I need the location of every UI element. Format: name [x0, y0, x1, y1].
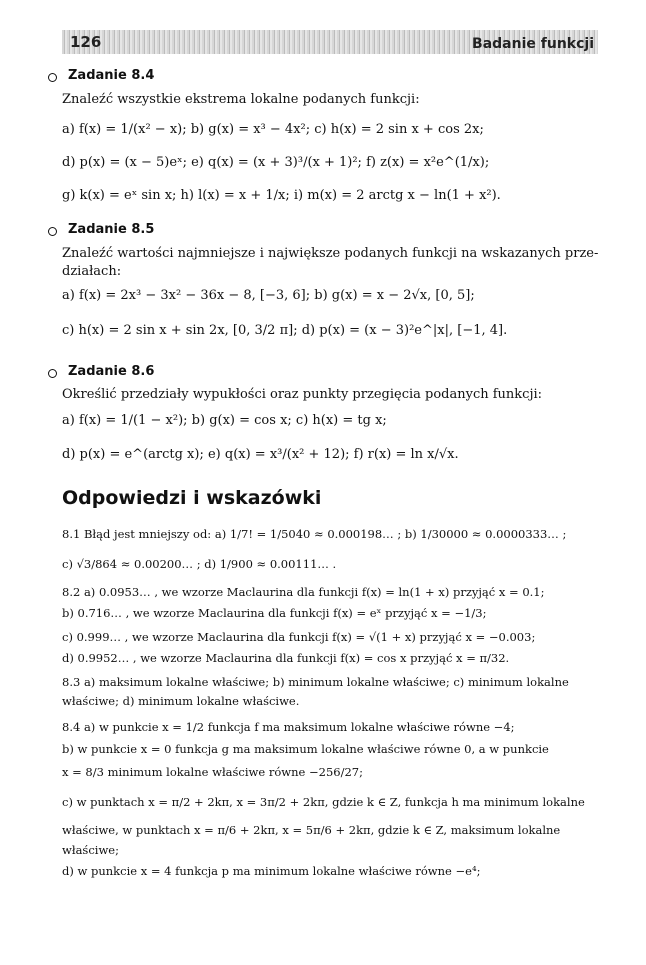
task-prompt: Znaleźć wszystkie ekstrema lokalne podanych funkcji: — [62, 92, 420, 107]
task-row: d) p(x) = (x − 5)eˣ; e) q(x) = (x + 3)³/(x + 1)²; f) z(x) = x²e^(1/x); — [62, 155, 490, 170]
answer-line: 8.2 a) 0.0953… , we wzorze Maclaurina dla funkcji f(x) = ln(1 + x) przyjąć x = 0.1; — [62, 585, 545, 599]
task-prompt-continuation: działach: — [62, 264, 122, 279]
task-bullet-icon — [48, 73, 57, 82]
answer-line: b) 0.716… , we wzorze Maclaurina dla funkcji f(x) = eˣ przyjąć x = −1/3; — [62, 606, 487, 620]
task-row: g) k(x) = eˣ sin x; h) l(x) = x + 1/x; i) m(x) = 2 arctg x − ln(1 + x²). — [62, 188, 501, 203]
task-bullet-icon — [48, 369, 57, 378]
answer-line: d) 0.9952… , we wzorze Maclaurina dla funkcji f(x) = cos x przyjąć x = π/32. — [62, 651, 510, 665]
answer-line: właściwe, w punktach x = π/6 + 2kπ, x = 5π/6 + 2kπ, gdzie k ∈ Z, maksimum lokalne — [62, 823, 561, 837]
task-title: Zadanie 8.5 — [68, 222, 155, 237]
task-row: a) f(x) = 1/(x² − x); b) g(x) = x³ − 4x²; c) h(x) = 2 sin x + cos 2x; — [62, 122, 484, 137]
page-number: 126 — [70, 33, 102, 51]
answers-section-title: Odpowiedzi i wskazówki — [62, 487, 322, 509]
task-title: Zadanie 8.4 — [68, 68, 155, 83]
task-title: Zadanie 8.6 — [68, 364, 155, 379]
running-title: Badanie funkcji — [472, 36, 594, 52]
task-bullet-icon — [48, 227, 57, 236]
task-row: a) f(x) = 2x³ − 3x² − 36x − 8, [−3, 6]; b) g(x) = x − 2√x, [0, 5]; — [62, 288, 475, 303]
answer-line: właściwe; — [62, 843, 119, 857]
answer-line: c) √3/864 ≈ 0.00200… ; d) 1/900 ≈ 0.00111… . — [62, 557, 337, 571]
task-row: a) f(x) = 1/(1 − x²); b) g(x) = cos x; c) h(x) = tg x; — [62, 413, 387, 428]
task-row: d) p(x) = e^(arctg x); e) q(x) = x³/(x² + 12); f) r(x) = ln x/√x. — [62, 447, 459, 462]
answer-line: 8.3 a) maksimum lokalne właściwe; b) minimum lokalne właściwe; c) minimum lokalne — [62, 675, 569, 689]
answer-line: c) w punktach x = π/2 + 2kπ, x = 3π/2 + 2kπ, gdzie k ∈ Z, funkcja h ma minimum lokalne — [62, 795, 585, 809]
answer-line: x = 8/3 minimum lokalne właściwe równe −256/27; — [62, 765, 363, 779]
answer-line: c) 0.999… , we wzorze Maclaurina dla funkcji f(x) = √(1 + x) przyjąć x = −0.003; — [62, 630, 536, 644]
task-prompt: Określić przedziały wypukłości oraz punkty przegięcia podanych funkcji: — [62, 387, 543, 402]
answer-line: b) w punkcie x = 0 funkcja g ma maksimum lokalne właściwe równe 0, a w punkcie — [62, 742, 549, 756]
answer-line: właściwe; d) minimum lokalne właściwe. — [62, 694, 300, 708]
task-prompt: Znaleźć wartości najmniejsze i największe podanych funkcji na wskazanych prze- — [62, 246, 599, 261]
answer-line: 8.1 Błąd jest mniejszy od: a) 1/7! = 1/5040 ≈ 0.000198… ; b) 1/30000 ≈ 0.0000333… ; — [62, 527, 567, 541]
task-row: c) h(x) = 2 sin x + sin 2x, [0, 3/2 π]; d) p(x) = (x − 3)²e^|x|, [−1, 4]. — [62, 323, 508, 338]
answer-line: 8.4 a) w punkcie x = 1/2 funkcja f ma maksimum lokalne właściwe równe −4; — [62, 720, 515, 734]
answer-line: d) w punkcie x = 4 funkcja p ma minimum lokalne właściwe równe −e⁴; — [62, 864, 481, 878]
